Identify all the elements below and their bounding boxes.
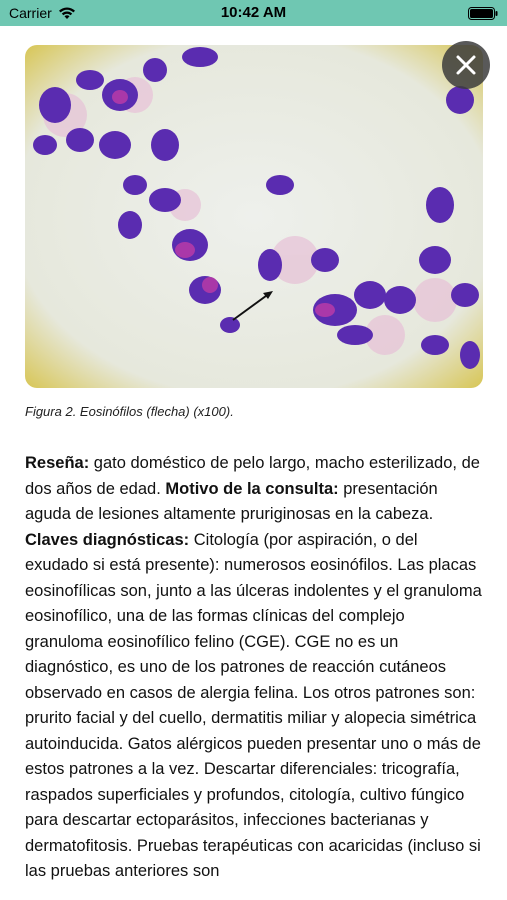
motivo-text: presentación aguda de lesiones altamente pruriginosas en la cabeza. [25,479,438,523]
status-time: 10:42 AM [220,4,287,21]
resena-label: Reseña: [25,454,90,472]
carrier-label: Carrier [9,5,52,21]
battery-icon [468,7,498,20]
figure-caption: Figura 2. Eosinófilos (flecha) (x100). [25,404,234,419]
resena-text: gato doméstico de pelo largo, macho esterilizado, de dos años de edad. [25,454,480,498]
claves-text: Citología (por aspiración, o del exudado si está presente): numerosos eosinófilos. Las placas eosinofílicas son, junto a las úlceras indolentes y el granuloma eosinofílico, una de las formas clínicas del complejo granuloma eosinofílico felino (CGE). CGE no es un diagnóstico, es uno de los patrones de reacción cutáneos observado en casos de alergia felina. Los otros patrones son: prurito facial y del cuello, dermatitis miliar y alopecia simétrica autoinducida. Gatos alérgicos pueden presentar uno o más de estos patrones a la vez. Descartar diferenciales: tricografía, raspados superficiales y profundos, citología, cultivo fúngico para descartar ectoparásitos, infecciones bacterianas y dermatofitosis. Pruebas terapéuticas con acaricidas (incluso si las pruebas anteriores son [25,530,482,880]
micrograph-image[interactable] [25,45,483,388]
close-icon [455,54,477,76]
claves-label: Claves diagnósticas: [25,530,190,549]
close-button[interactable] [442,41,490,89]
status-bar [0,0,507,26]
motivo-label: Motivo de la consulta: [165,479,339,498]
micrograph-illustration [25,45,483,388]
article-body [25,451,485,885]
